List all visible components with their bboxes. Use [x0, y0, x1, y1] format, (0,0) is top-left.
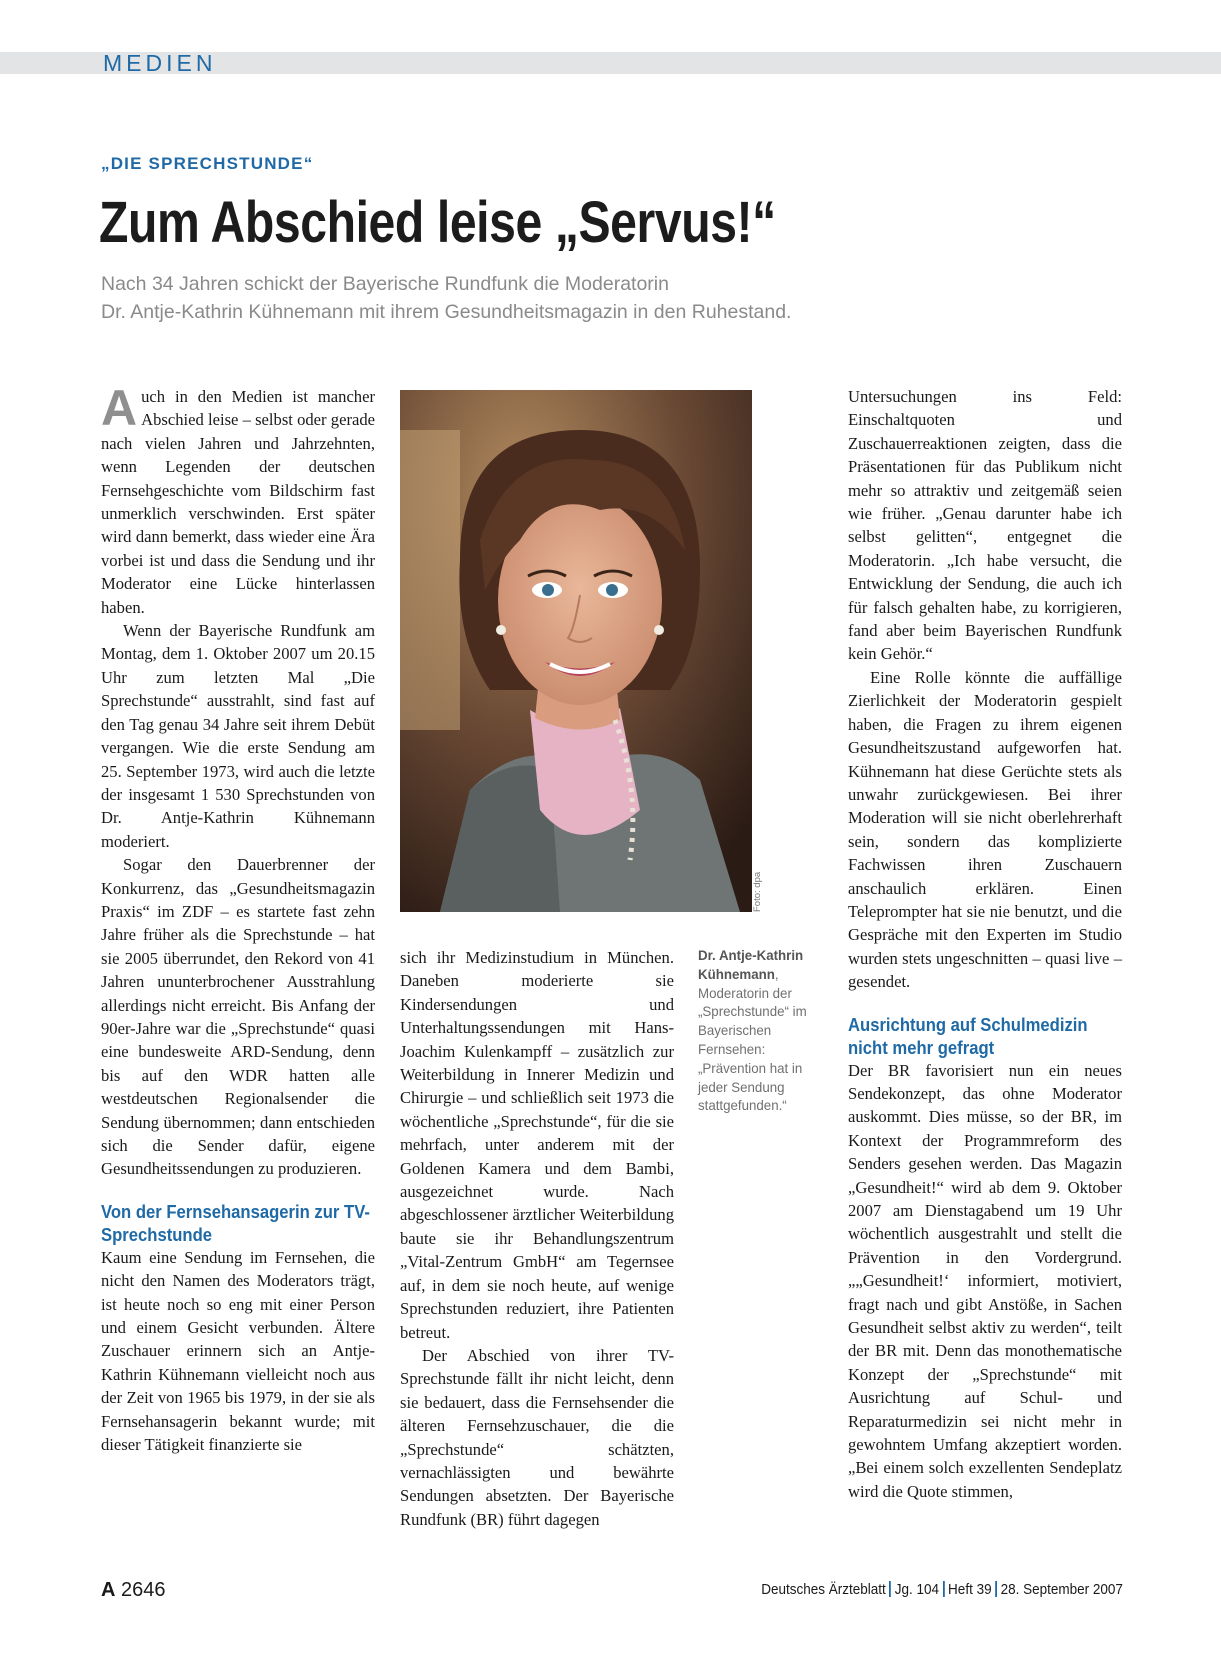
separator — [889, 1581, 891, 1597]
article-headline: Zum Abschied leise „Servus!“ — [99, 190, 776, 255]
paragraph-text: uch in den Medien ist mancher Abschied leise – selbst oder gerade nach vielen Jahren und Jahrzehnten, wenn Legenden der deutschen Fernsehgeschichte vom Bildschirm fast unmerklich verschwinden. Erst später wird dann bemerkt, dass wieder eine Ära vorbei ist und dass die Sendung und ihr Moderator eine Lücke hinterlassen haben. — [101, 387, 375, 617]
journal-name: Deutsches Ärzteblatt — [761, 1581, 886, 1598]
page-prefix: A — [101, 1579, 116, 1601]
drop-cap: A — [101, 380, 138, 436]
paragraph: Der Abschied von ihrer TV-Sprechstunde fällt ihr nicht leicht, denn sie bedauert, dass die Fernsehsender die älteren Fernsehzuschauer, die die „Sprechstunde“ schätzten, vernachlässigten und bewährte Sendungen absetzten. Der Bayerische Rundfunk (BR) führt dagegen — [400, 1345, 674, 1529]
separator — [943, 1581, 945, 1597]
paragraph: Sogar den Dauerbrenner der Konkurrenz, das „Gesundheitsmagazin Praxis“ im ZDF – es startete fast zehn Jahre früher als die Sprechstunde – hat sie 2005 überrundet, den Rekord von 41 Jahren ununterbrochener Ausstrahlung allerdings nicht erreicht. Bis Anfang der 90er-Jahre war die „Sprechstunde“ quasi eine bundesweite ARD-Sendung, denn bis auf den WDR hatten alle westdeutschen Regionalsender die Sendung übernommen; dann entschieden sich die Sender dafür, eigene Gesundheitssendungen zu produzieren. — [101, 855, 375, 1179]
paragraph: Kaum eine Sendung im Fernsehen, die nicht den Namen des Moderators trägt, ist heute noch so eng mit einer Person und einem Gesicht verbunden. Ältere Zuschauer erinnern sich an Antje-Kathrin Kühnemann vielleicht noch aus der Zeit von 1965 bis 1979, in der sie als Fernsehansagerin bekannt wurde; mit dieser Tätigkeit finanzierte sie — [101, 1247, 375, 1455]
journal-volume: Jg. 104 — [894, 1581, 940, 1598]
journal-issue: Heft 39 — [948, 1581, 992, 1598]
page-number — [101, 1579, 166, 1602]
caption-text: , Moderatorin der „Sprechstunde“ im Bayerischen Fernsehen: „Prävention hat in jeder Sendung stattgefunden.“ — [698, 965, 807, 1114]
section-label: MEDIEN — [103, 50, 217, 76]
paragraph: Der BR favorisiert nun ein neues Sendekonzept, das ohne Moderator auskommt. Dies müsse, so der BR, im Kontext der Programmreform des Senders gesehen werden. Das Magazin „Gesundheit!“ wird ab dem 9. Oktober 2007 am Dienstagabend um 19 Uhr wöchentlich ausgestrahlt und stellt die Prävention in den Vordergrund. „„Gesundheit!‘ informiert, motiviert, fragt nach und gibt Anstöße, in Sachen Gesundheit selbst aktiv zu werden“, teilt der BR mit. Denn das monothematische Konzept der „Sprechstunde“ mit Ausrichtung auf Schul- und Reparaturmedizin sei nicht mehr in gewohntem Umfang akzeptiert worden. „Bei einem solch exzellenten Sendeplatz wird die Quote stimmen, — [848, 1060, 1122, 1501]
article-column-2 — [400, 946, 674, 1531]
article-standfirst — [101, 270, 1001, 326]
subheading: Von der Fernsehansagerin zur TV-Sprechstunde — [101, 1200, 370, 1245]
paragraph: sich ihr Medizinstudium in München. Daneben moderierte sie Kindersendungen und Unterhaltungssendungen mit Hans-Joachim Kulenkampff – zusätzlich zur Weiterbildung in Innerer Medizin und Chirurgie – und schließlich seit 1973 die wöchentliche „Sprechstunde“, für die sie mehrfach, unter anderem mit der Goldenen Kamera und dem Bambi, ausgezeichnet wurde. Nach abgeschlossener ärztlicher Weiterbildung baute sie ihr Behandlungszentrum „Vital-Zentrum GmbH“ am Tegernsee auf, in dem sie noch heute, auf wenige Sprechstunden reduziert, ihre Patienten betreut. — [400, 948, 674, 1342]
portrait-photo — [400, 390, 752, 912]
photo-credit: Foto: dpa — [752, 871, 763, 912]
paragraph: Untersuchungen ins Feld: Einschaltquoten und Zuschauerreaktionen zeigten, dass die Präsentationen für das Publikum nicht mehr so attraktiv und zeitgemäß seien wie früher. „Genau darunter habe ich selbst gelitten“, entgegnet die Moderatorin. „Ich habe versucht, die Entwicklung der Sendung, die auch ich für falsch gehalten habe, zu korrigieren, fand aber beim Bayerischen Rundfunk kein Gehör.“ — [848, 387, 1122, 664]
caption-name: Dr. Antje-Kathrin Kühnemann — [698, 947, 804, 982]
paragraph — [101, 380, 375, 619]
standfirst-line-1: Nach 34 Jahren schickt der Bayerische Rundfunk die Moderatorin — [101, 273, 669, 295]
paragraph: Wenn der Bayerische Rundfunk am Montag, dem 1. Oktober 2007 um 20.15 Uhr zum letzten Mal „Die Sprechstunde“ ausstrahlt, sind fast auf den Tag genau 34 Jahre seit ihrem Debüt vergangen. Wie die erste Sendung am 25. September 1973, wird auch die letzte der insgesamt 1 530 Sprechstunden von Dr. Antje-Kathrin Kühnemann moderiert. — [101, 621, 375, 851]
photo-caption — [698, 946, 820, 1115]
article-column-1 — [101, 380, 375, 1456]
article-kicker: „DIE SPRECHSTUNDE“ — [101, 154, 314, 173]
page-number-value: 2646 — [121, 1579, 166, 1601]
standfirst-line-2: Dr. Antje-Kathrin Kühnemann mit ihrem Gesundheitsmagazin in den Ruhestand. — [101, 301, 792, 323]
article-column-3 — [848, 385, 1122, 1503]
subheading: Ausrichtung auf Schulmedizin nicht mehr gefragt — [848, 1013, 1088, 1058]
separator — [995, 1581, 997, 1597]
journal-info — [761, 1581, 1123, 1598]
paragraph: Eine Rolle könnte die auffällige Zierlichkeit der Moderatorin gespielt haben, die Fragen zu ihrem eigenen Gesundheitszustand aufgeworfen hat. Kühnemann hat diese Gerüchte stets als unwahr zurückgewiesen. Bei ihrer Moderation will sie nicht oberlehrerhaft sein, sondern das komplizierte Fachwissen ihren Zuschauern anschaulich erklären. Einen Teleprompter hat sie nie benutzt, und die Gespräche mit den Experten im Studio wurden stets ungeschnitten – quasi live – gesendet. — [848, 667, 1122, 992]
journal-date: 28. September 2007 — [1000, 1581, 1123, 1598]
